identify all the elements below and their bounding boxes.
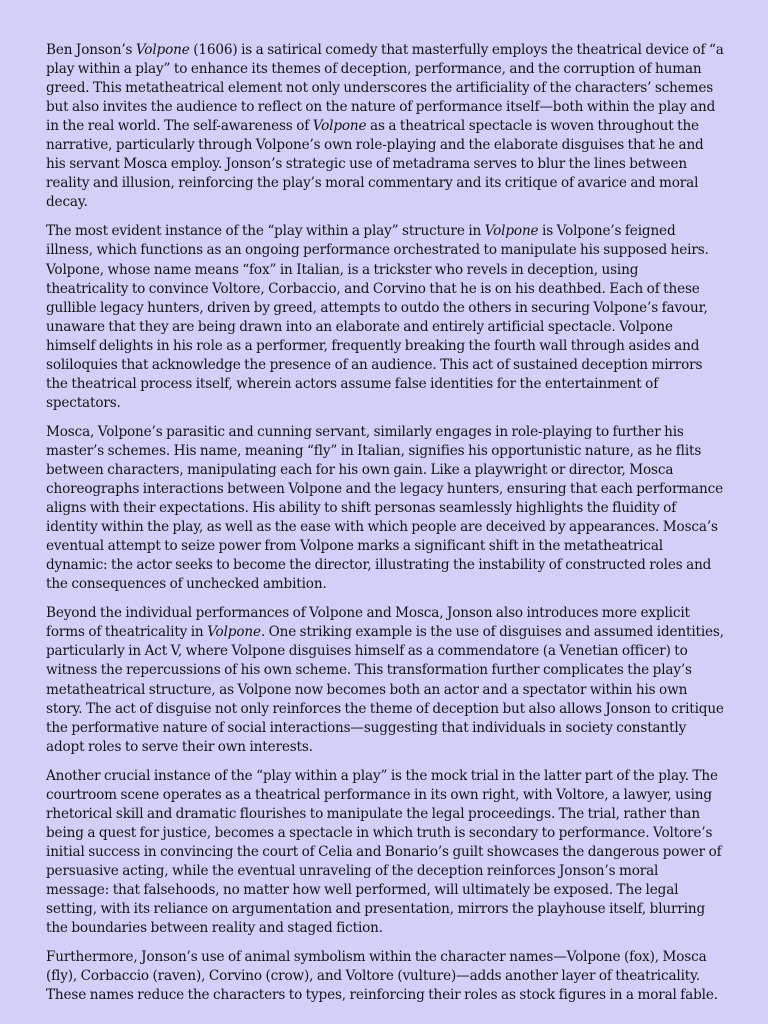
italic-title: Volpone	[484, 223, 539, 240]
paragraph-4	[46, 604, 724, 756]
text-run: Mosca, Volpone’s parasitic and cunning servant, similarly engages in role-playing to further his master’s schemes. His name, meaning “fly” in Italian, signifies his opportunistic nature, as he flits between characters, manipulating each for his own gain. Like a playwright or director, Mosca choreographs interactions between Volpone and the legacy hunters, ensuring that each performance aligns with their expectations. His ability to shift personas seamlessly highlights the fluidity of identity within the play, as well as the ease with which people are deceived by appearances. Mosca’s eventual attempt to seize power from Volpone marks a significant shift in the metatheatrical dynamic: the actor seeks to become the director, illustrating the instability of constructed roles and the consequences of unchecked ambition.	[46, 423, 723, 593]
text-run: Furthermore, Jonson’s use of animal symbolism within the character names—Volpone (fox), Mosca (fly), Corbaccio (raven), Corvino (crow), and Voltore (vulture)—adds another layer of theatricality. These names reduce the characters to types, reinforcing their roles as stock figures in a moral fable.	[46, 949, 718, 1004]
paragraph-6	[46, 948, 724, 1005]
text-run: as a theatrical spectacle is woven throughout the narrative, particularly through Volpone’s own role-playing and the elaborate disguises that he and his servant Mosca employ. Jonson’s strategic use of metadrama serves to blur the lines between reality and illusion, reinforcing the play’s moral commentary and its critique of avarice and moral decay.	[46, 118, 704, 211]
paragraph-3	[46, 423, 724, 594]
paragraph-1	[46, 41, 724, 212]
text-run: Ben Jonson’s	[46, 42, 136, 58]
text-run: (1606) is a satirical comedy that masterfully employs the theatrical device of “a play within a play” to enhance its themes of deception, performance, and the corruption of human greed. This metatheatrical element not only underscores the artificiality of the characters’ schemes but also invites the audience to reflect on the nature of performance itself—both within the play and in the real world. The self-awareness of	[46, 42, 724, 135]
italic-title: Volpone	[135, 42, 190, 58]
text-run: is Volpone’s feigned illness, which functions as an ongoing performance orchestrated to manipulate his supposed heirs. Volpone, whose name means “fox” in Italian, is a trickster who revels in deception, using theatricality to convince Voltore, Corbaccio, and Corvino that he is on his deathbed. Each of these gullible legacy hunters, driven by greed, attempts to outdo the others in securing Volpone’s favour, unaware that they are being drawn into an elaborate and entirely artificial spectacle. Volpone himself delights in his role as a performer, frequently breaking the fourth wall through asides and soliloquies that acknowledge the presence of an audience. This act of sustained deception mirrors the theatrical process itself, wherein actors assume false identities for the entertainment of spectators.	[46, 223, 709, 411]
paragraph-2	[46, 222, 724, 412]
italic-title: Volpone	[207, 624, 261, 641]
text-run: Beyond the individual performances of Volpone and Mosca, Jonson also introduces more explicit forms of theatricality in	[46, 605, 690, 641]
text-run: Another crucial instance of the “play within a play” is the mock trial in the latter part of the play. The courtroom scene operates as a theatrical performance in its own right, with Voltore, a lawyer, using rhetorical skill and dramatic flourishes to manipulate the legal proceedings. The trial, rather than being a quest for justice, becomes a spectacle in which truth is secondary to performance. Voltore’s initial success in convincing the court of Celia and Bonario’s guilt showcases the dangerous power of persuasive acting, while the eventual unraveling of the deception reinforces Jonson’s moral message: that falsehoods, no matter how well performed, will ultimately be exposed. The legal setting, with its reliance on argumentation and presentation, mirrors the playhouse itself, blurring the boundaries between reality and staged fiction.	[46, 767, 722, 937]
paragraph-5	[46, 767, 724, 938]
document-body	[46, 41, 724, 1015]
text-run: The most evident instance of the “play within a play” structure in	[46, 223, 485, 240]
text-run: . One striking example is the use of disguises and assumed identities, particularly in Act V, where Volpone disguises himself as a commendatore (a Venetian officer) to witness the repercussions of his own scheme. This transformation further complicates the play’s metatheatrical structure, as Volpone now becomes both an actor and a spectator within his own story. The act of disguise not only reinforces the theme of deception but also allows Jonson to critique the performative nature of social interactions—suggesting that individuals in society constantly adopt roles to serve their own interests.	[46, 624, 724, 755]
italic-title: Volpone	[312, 118, 367, 135]
